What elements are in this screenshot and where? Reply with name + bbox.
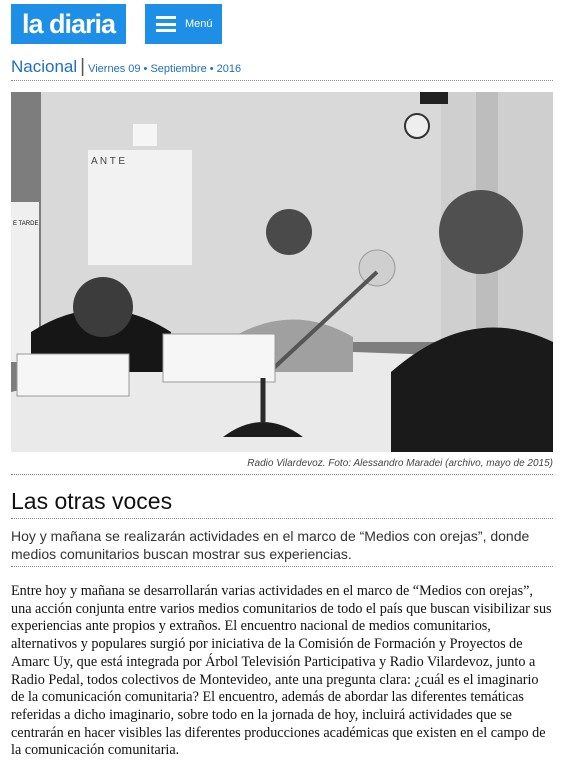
publish-date: Viernes 09 • Septiembre • 2016: [88, 63, 242, 75]
article-lead: Hoy y mañana se realizarán actividades en el marco de “Medios con orejas”, donde medios comunitarios buscan mostrar sus experiencias.: [11, 527, 553, 567]
photo-caption: Radio Vilardevoz. Foto: Alessandro Maradei (archivo, mayo de 2015): [11, 458, 553, 475]
section-link[interactable]: Nacional: [11, 57, 78, 76]
menu-label: Menú: [185, 18, 213, 30]
board-letters: A N T E: [91, 156, 126, 167]
article-body: Entre hoy y mañana se desarrollarán varias actividades en el marco de “Medios con orejas”, una acción conjunta entre varios medios comunitarios de todo el país que buscan visibilizar sus experiencias ante propios y extraños. El encuentro nacional de medios comunitarios, alternativos y populares surgió por iniciativa de la Comisión de Formación y Proyectos de Amarc Uy, que está integrada por Árbol Televisión Participativa y Radio Vilardevoz, junto a Radio Pedal, todos colectivos de Montevideo, ante una pregunta clara: ¿cuál es el imaginario de la comunicación comunitaria? El encuentro, además de abordar las diferentes temáticas referidas a dicho imaginario, sobre todo en la jornada de hoy, incluirá actividades que se centrarán en hacer visibles las diferentes producciones académicas que existen en el campo de la comunicación comunitaria.: [11, 583, 552, 759]
hamburger-icon: [156, 16, 176, 32]
article-photo: [11, 92, 553, 452]
article-title: Las otras voces: [11, 488, 553, 519]
site-header: [11, 4, 551, 44]
site-logo[interactable]: la diaria: [11, 4, 126, 44]
menu-button[interactable]: [145, 4, 222, 44]
section-date-line: [11, 56, 553, 81]
board-heading: E TARDE: [13, 221, 39, 227]
section-separator: |: [80, 56, 86, 77]
